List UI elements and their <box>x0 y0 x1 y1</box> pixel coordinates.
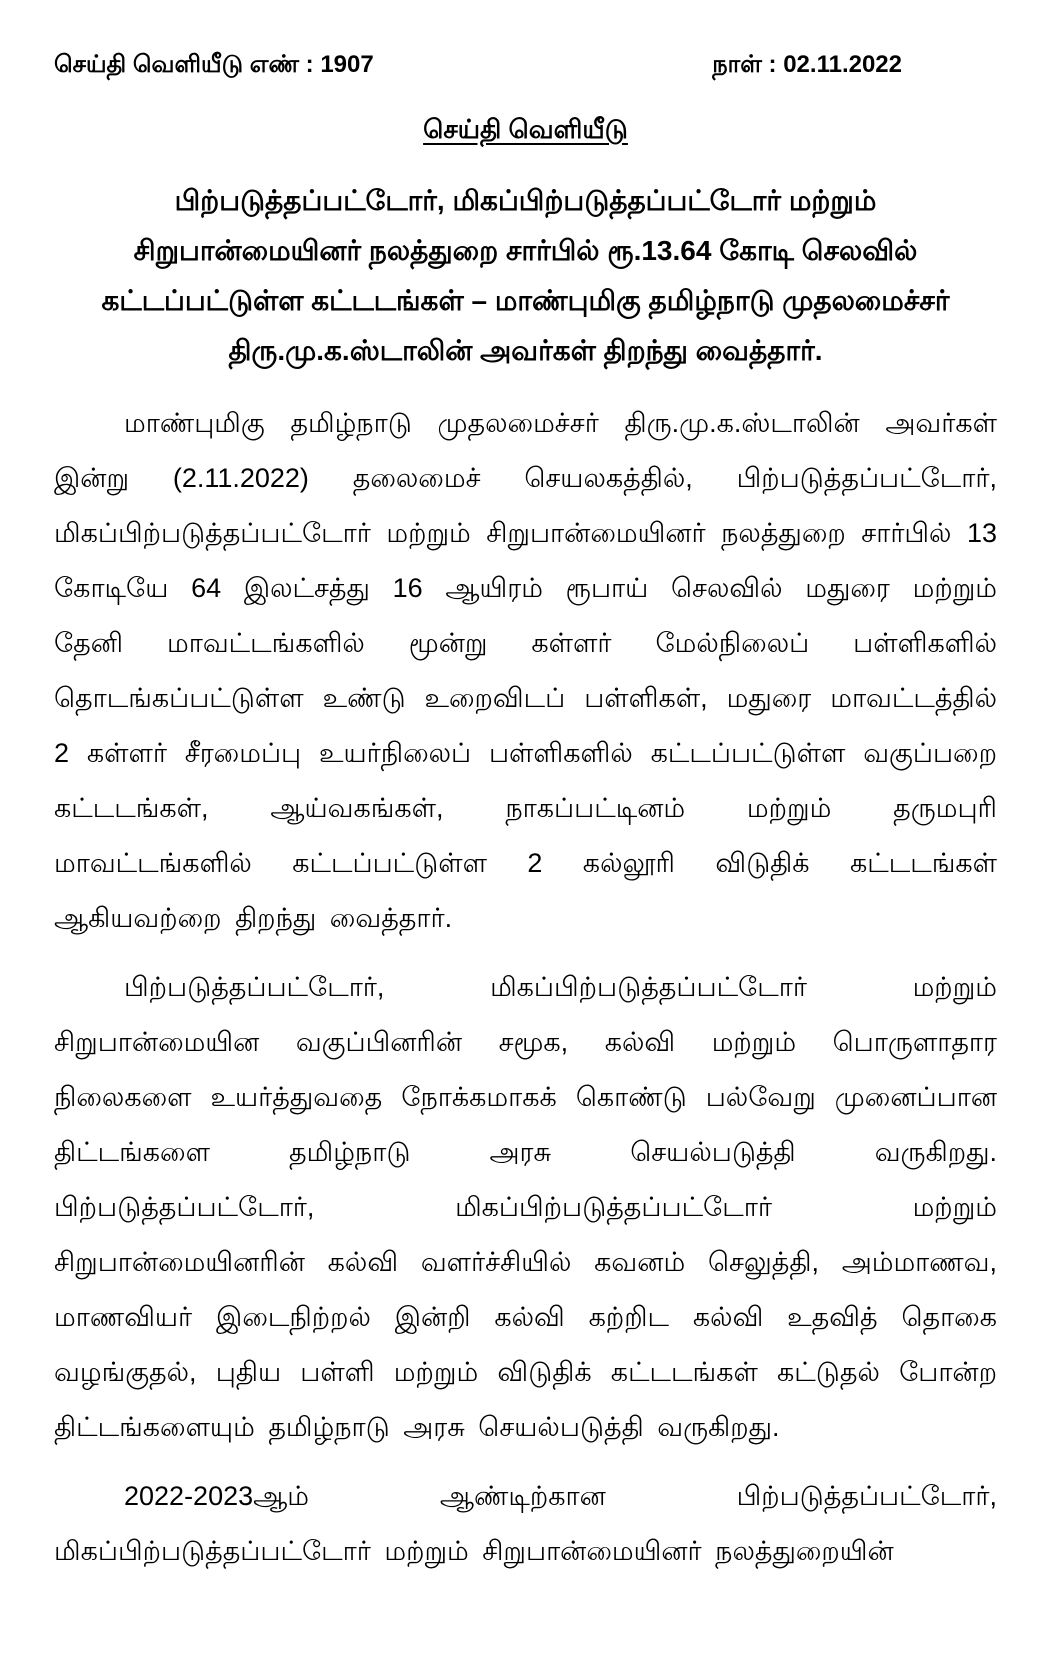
release-number-label: செய்தி வெளியீடு எண் : 1907 <box>54 51 374 78</box>
body-paragraph-3: 2022-2023ஆம் ஆண்டிற்கான பிற்படுத்தப்பட்டோர், மிகப்பிற்படுத்தப்பட்டோர் மற்றும் சிறுபான்மையினர் நலத்துறையின் <box>54 1481 997 1566</box>
body-paragraph-1: மாண்புமிகு தமிழ்நாடு முதலமைச்சர் திரு.மு.க.ஸ்டாலின் அவர்கள் இன்று (2.11.2022) தலைமைச் செயலகத்தில், பிற்படுத்தப்பட்டோர், மிகப்பிற்படுத்தப்பட்டோர் மற்றும் சிறுபான்மையினர் நலத்துறை சார்பில் 13 கோடியே 64 இலட்சத்து 16 ஆயிரம் ரூபாய் செலவில் மதுரை மற்றும் தேனி மாவட்டங்களில் மூன்று கள்ளர் மேல்நிலைப் பள்ளிகளில் தொடங்கப்பட்டுள்ள உண்டு உறைவிடப் பள்ளிகள், மதுரை மாவட்டத்தில் 2 கள்ளர் சீரமைப்பு உயர்நிலைப் பள்ளிகளில் கட்டப்பட்டுள்ள வகுப்பறை கட்டடங்கள், ஆய்வகங்கள், நாகப்பட்டினம் மற்றும் தருமபுரி மாவட்டங்களில் கட்டப்பட்டுள்ள 2 கல்லூரி விடுதிக் கட்டடங்கள் ஆகியவற்றை திறந்து வைத்தார். <box>54 408 997 933</box>
release-date-label: நாள் : 02.11.2022 <box>712 51 902 78</box>
body-paragraph-2: பிற்படுத்தப்பட்டோர், மிகப்பிற்படுத்தப்பட்டோர் மற்றும் சிறுபான்மையின வகுப்பினரின் சமூக, கல்வி மற்றும் பொருளாதார நிலைகளை உயர்த்துவதை நோக்கமாகக் கொண்டு பல்வேறு முனைப்பான திட்டங்களை தமிழ்நாடு அரசு செயல்படுத்தி வருகிறது. பிற்படுத்தப்பட்டோர், மிகப்பிற்படுத்தப்பட்டோர் மற்றும் சிறுபான்மையினரின் கல்வி வளர்ச்சியில் கவனம் செலுத்தி, அம்மாணவ, மாணவியர் இடைநிற்றல் இன்றி கல்வி கற்றிட கல்வி உதவித் தொகை வழங்குதல், புதிய பள்ளி மற்றும் விடுதிக் கட்டடங்கள் கட்டுதல் போன்ற திட்டங்களையும் தமிழ்நாடு அரசு செயல்படுத்தி வருகிறது. <box>54 972 997 1442</box>
header-row <box>54 50 997 80</box>
subject-title: பிற்படுத்தப்பட்டோர், மிகப்பிற்படுத்தப்பட்டோர் மற்றும் சிறுபான்மையினர் நலத்துறை சார்பில் ரூ.13.64 கோடி செலவில் கட்டப்பட்டுள்ள கட்டடங்கள் – மாண்புமிகு தமிழ்நாடு முதலமைச்சர் திரு.மு.க.ஸ்டாலின் அவர்கள் திறந்து வைத்தார். <box>101 185 950 366</box>
document-body <box>54 396 997 1579</box>
document-heading: செய்தி வெளியீடு <box>423 114 628 144</box>
